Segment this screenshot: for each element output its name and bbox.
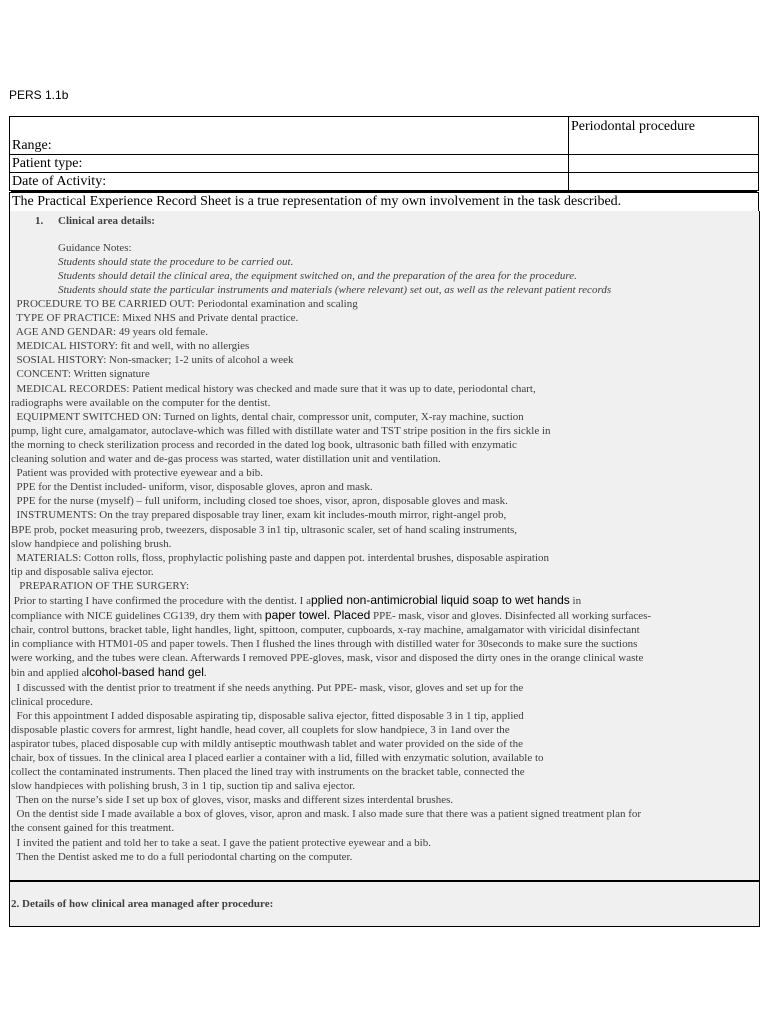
- clinical-area-section: [9, 211, 760, 881]
- declaration-statement: The Practical Experience Record Sheet is a true representation of my own involvement in the task described.: [9, 192, 759, 211]
- text-line: the consent gained for this treatment.: [11, 822, 175, 835]
- text-line: Then on the nurse’s side I set up box of gloves, visor, masks and different sizes interdental brushes.: [11, 794, 454, 807]
- text-segment: in: [569, 594, 582, 607]
- text-line: I invited the patient and told her to take a seat. I gave the patient protective eyewear and a bib.: [11, 836, 431, 849]
- text-line: in compliance with HTM01-05 and paper towels. Then I flushed the lines through with distilled water for 30seconds to make sure the suctions: [11, 638, 638, 651]
- text-line: SOSIAL HISTORY: Non-smacker; 1-2 units of alcohol a week: [11, 354, 294, 367]
- text-line: disposable plastic covers for armrest, light handle, head cover, all couplets for slow handpiece, 3 in 1and over the: [11, 723, 510, 736]
- text-line: PPE for the Dentist included- uniform, visor, disposable gloves, apron and mask.: [11, 481, 373, 494]
- procedure-title: Periodontal procedure: [569, 117, 759, 155]
- text-line: EQUIPMENT SWITCHED ON: Turned on lights, dental chair, compressor unit, computer, X-ray machine, suction: [11, 410, 524, 423]
- highlighted-text: pplied non-antimicrobial liquid soap to wet hands: [310, 592, 570, 607]
- section1-number: 1.: [35, 215, 44, 227]
- record-header-table: [9, 116, 759, 191]
- text-line: collect the contaminated instruments. Then placed the lined tray with instruments on the bracket table, connected the: [11, 766, 525, 779]
- text-line: MEDICAL RECORDES: Patient medical history was checked and made sure that it was up to date, periodontal chart,: [11, 382, 536, 395]
- text-line: Then the Dentist asked me to do a full periodontal charting on the computer.: [11, 850, 353, 863]
- range-label: Range:: [10, 117, 569, 155]
- text-line: INSTRUMENTS: On the tray prepared disposable tray liner, exam kit includes-mouth mirror, right-angel prob,: [11, 509, 507, 522]
- patient-type-label: Patient type:: [10, 155, 569, 173]
- text-segment: bin and applied a: [11, 667, 87, 680]
- text-segment: PPE- mask, visor and gloves. Disinfected all working surfaces-: [370, 610, 652, 623]
- text-segment: .: [203, 667, 207, 680]
- text-line: cleaning solution and water and de-gas process was started, water distillation unit and ventilation.: [11, 453, 441, 466]
- guidance-note: Students should state the particular instruments and materials (where relevant) set out, as well as the relevant patient records: [58, 284, 612, 296]
- text-line: [11, 665, 651, 680]
- text-line: slow handpiece and polishing brush.: [11, 537, 172, 550]
- guidance-note: Students should state the procedure to be carried out.: [58, 256, 294, 268]
- text-line: PPE for the nurse (myself) – full uniform, including closed toe shoes, visor, apron, disposable gloves and mask.: [11, 495, 508, 508]
- text-line: tip and disposable saliva ejector.: [11, 565, 154, 578]
- text-line: [11, 593, 651, 608]
- patient-type-value[interactable]: [569, 155, 759, 173]
- text-segment: compliance with NICE guidelines CG139, dry them with: [11, 610, 265, 623]
- text-line: slow handpieces with polishing brush, 3 in 1 tip, suction tip and saliva ejector.: [11, 780, 356, 793]
- section2-heading: 2. Details of how clinical area managed after procedure:: [11, 898, 274, 910]
- text-line: chair, box of tissues. In the clinical area I placed earlier a container with a lid, filled with enzymatic solution, available to: [11, 752, 544, 764]
- text-line: PREPARATION OF THE SURGERY:: [11, 579, 190, 592]
- date-of-activity-value[interactable]: [569, 173, 759, 191]
- text-line: For this appointment I added disposable aspirating tip, disposable saliva ejector, fitted disposable 3 in 1 tip, applied: [11, 709, 524, 722]
- text-line: clinical procedure.: [11, 695, 93, 708]
- text-line: radiographs were available on the computer for the dentist.: [11, 396, 271, 409]
- highlighted-text: paper towel. Placed: [264, 608, 371, 623]
- text-line: BPE prob, pocket measuring prob, tweezers, disposable 3 in1 tip, ultrasonic scaler, set of hand scaling instruments,: [11, 523, 518, 536]
- text-line: On the dentist side I made available a box of gloves, visor, apron and mask. I also made sure that there was a patient signed treatment plan for: [11, 808, 642, 821]
- text-line: PROCEDURE TO BE CARRIED OUT: Periodontal examination and scaling: [11, 298, 358, 310]
- guidance-label: Guidance Notes:: [58, 242, 132, 254]
- text-line: chair, control buttons, bracket table, light handles, light, spittoon, computer, cupboards, x-ray machine, amalgamator with viricidal disinfectant: [11, 624, 640, 637]
- date-of-activity-label: Date of Activity:: [10, 173, 569, 191]
- text-line: aspirator tubes, placed disposable cup with mildly antiseptic mouthwash tablet and water provided on the side of the: [11, 737, 523, 750]
- highlighted-text: lcohol-based hand gel: [86, 665, 204, 680]
- text-line: I discussed with the dentist prior to treatment if she needs anything. Put PPE- mask, visor, gloves and set up for the: [11, 681, 524, 694]
- text-line: CONCENT: Written signature: [11, 368, 150, 381]
- text-segment: Prior to starting I have confirmed the procedure with the dentist. I a: [11, 594, 311, 607]
- section1-heading: Clinical area details:: [58, 215, 155, 227]
- text-line: were working, and the tubes were clean. Afterwards I removed PPE-gloves, mask, visor and disposed the dirty ones in the orange clinical waste: [11, 652, 644, 665]
- after-procedure-section: [9, 881, 760, 927]
- text-line: TYPE OF PRACTICE: Mixed NHS and Private dental practice.: [11, 312, 299, 325]
- text-line: MATERIALS: Cotton rolls, floss, prophylactic polishing paste and dappen pot. interdental brushes, disposable aspiration: [11, 551, 550, 564]
- text-line: [11, 608, 651, 623]
- guidance-note: Students should detail the clinical area, the equipment switched on, and the preparation of the area for the procedure.: [58, 270, 577, 282]
- text-line: Patient was provided with protective eyewear and a bib.: [11, 467, 264, 480]
- document-id: PERS 1.1b: [9, 88, 69, 102]
- text-line: pump, light cure, amalgamator, autoclave-which was filled with distillate water and TST stripe position in the firs sickle in: [11, 424, 551, 437]
- procedure-details: [11, 297, 651, 864]
- text-line: MEDICAL HISTORY: fit and well, with no allergies: [11, 340, 250, 353]
- text-line: the morning to check sterilization process and recorded in the dated log book, ultrasonic bath filled with enzymatic: [11, 438, 517, 451]
- text-line: AGE AND GENDAR: 49 years old female.: [11, 326, 209, 339]
